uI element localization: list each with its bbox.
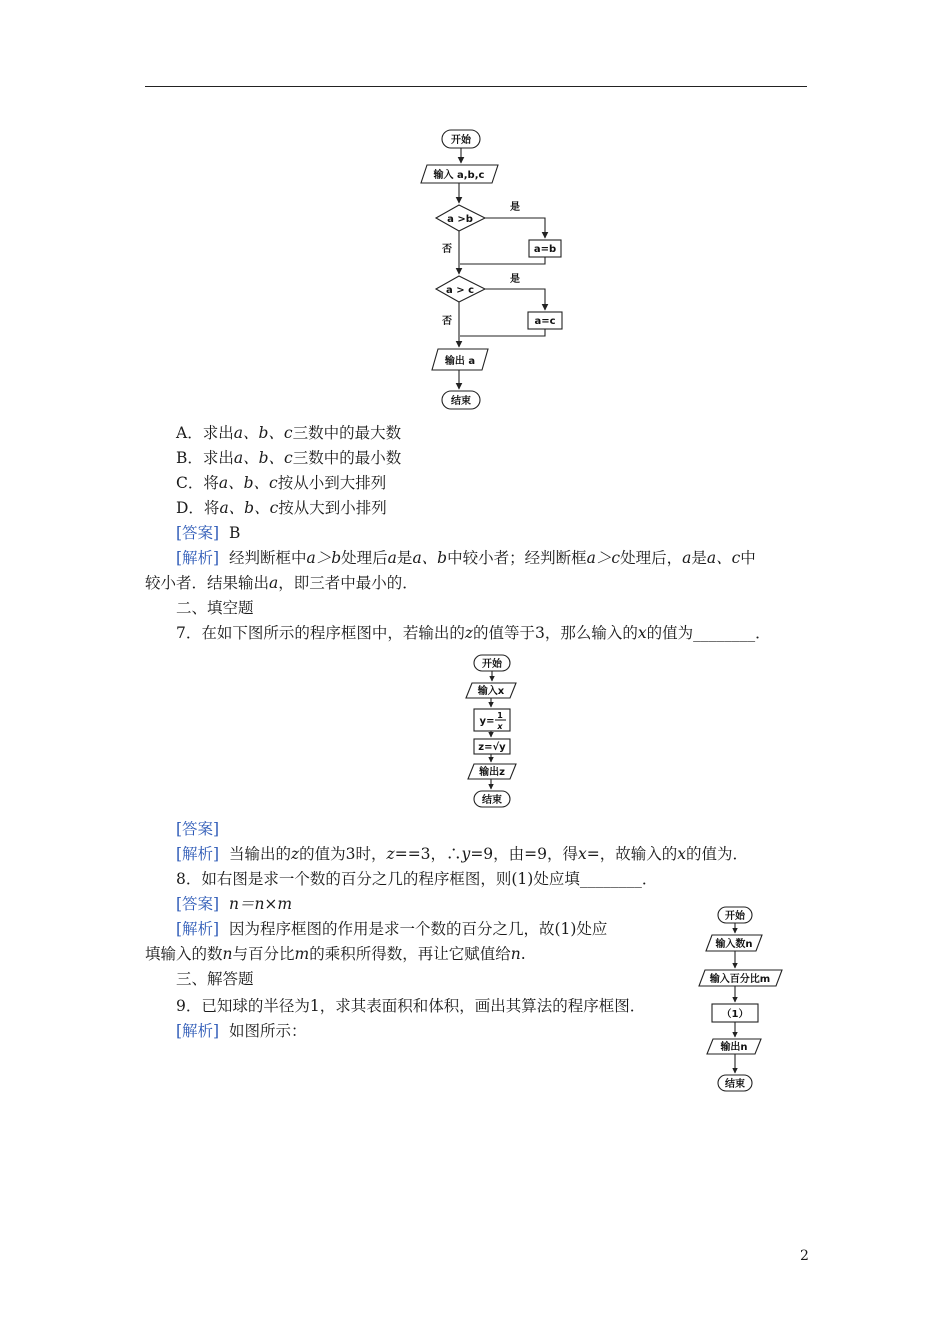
- q6-analysis-line2: 较小者．结果输出a，即三者中最小的．: [145, 574, 418, 592]
- option-a: A．求出a、b、c三数中的最大数: [176, 424, 402, 442]
- q7-analysis: [解析] 当输出的z的值为3时，z==3，∴y=9，由=9，得x=，故输入的x的值为．: [176, 845, 749, 863]
- header-rule: [145, 86, 807, 87]
- svg-text:输出z: 输出z: [479, 767, 505, 778]
- svg-text:输入数n: 输入数n: [715, 939, 753, 950]
- q8-analysis-line1: [解析] 因为程序框图的作用是求一个数的百分之几，故(1)处应: [176, 920, 608, 938]
- q9-text: 9．已知球的半径为1，求其表面积和体积，画出其算法的程序框图．: [176, 997, 646, 1015]
- flowchart-min-of-three: [400, 125, 600, 420]
- page-number: 2: [800, 1248, 809, 1264]
- svg-text:a=c: a=c: [534, 316, 556, 327]
- option-b: B．求出a、b、c三数中的最小数: [176, 449, 402, 467]
- svg-text:（1）: （1）: [721, 1009, 749, 1020]
- svg-text:a > c: a > c: [445, 285, 475, 296]
- svg-text:x: x: [497, 722, 503, 731]
- q8-answer: [答案] n＝n×m: [176, 895, 293, 913]
- svg-text:输出 a: 输出 a: [444, 356, 476, 367]
- section-fill-blank: 二、填空题: [176, 599, 254, 617]
- svg-text:输入 a,b,c: 输入 a,b,c: [433, 170, 485, 181]
- option-d: D．将a、b、c按从大到小排列: [176, 499, 387, 517]
- svg-text:否: 否: [442, 244, 452, 255]
- svg-text:结束: 结束: [725, 1079, 745, 1090]
- svg-text:a >b: a >b: [447, 214, 473, 225]
- q6-analysis-line1: [解析] 经判断框中a＞b处理后a是a、b中较小者；经判断框a＞c处理后，a是a、c中: [176, 549, 756, 567]
- flowchart-q7: [460, 652, 530, 812]
- option-c: C．将a、b、c按从小到大排列: [176, 474, 387, 492]
- svg-text:是: 是: [510, 274, 520, 285]
- q8-analysis-line2: 填输入的数n与百分比m的乘积所得数，再让它赋值给n.: [145, 945, 526, 963]
- q8-text: 8．如右图是求一个数的百分之几的程序框图，则(1)处应填________．: [176, 870, 658, 888]
- svg-text:开始: 开始: [451, 135, 471, 146]
- svg-text:y=: y=: [479, 716, 495, 727]
- q6-answer: [答案] B: [176, 524, 241, 542]
- q7-text: 7．在如下图所示的程序框图中，若输出的z的值等于3，那么输入的x的值为________．: [176, 624, 771, 642]
- svg-text:是: 是: [510, 202, 520, 213]
- svg-text:输入百分比m: 输入百分比m: [709, 974, 771, 985]
- svg-text:否: 否: [442, 316, 452, 327]
- q7-answer: [答案]: [176, 820, 220, 838]
- svg-text:开始: 开始: [725, 911, 745, 922]
- svg-text:结束: 结束: [482, 795, 502, 806]
- section-answer: 三、解答题: [176, 970, 254, 988]
- svg-text:开始: 开始: [482, 659, 502, 670]
- svg-text:z=√y: z=√y: [478, 742, 506, 753]
- svg-text:a=b: a=b: [533, 244, 557, 255]
- q9-analysis: [解析] 如图所示：: [176, 1022, 307, 1040]
- svg-text:1: 1: [497, 711, 503, 720]
- svg-text:输入x: 输入x: [477, 686, 505, 697]
- svg-text:结束: 结束: [451, 396, 471, 407]
- flowchart-q8: [690, 900, 790, 1100]
- svg-text:输出n: 输出n: [720, 1042, 748, 1053]
